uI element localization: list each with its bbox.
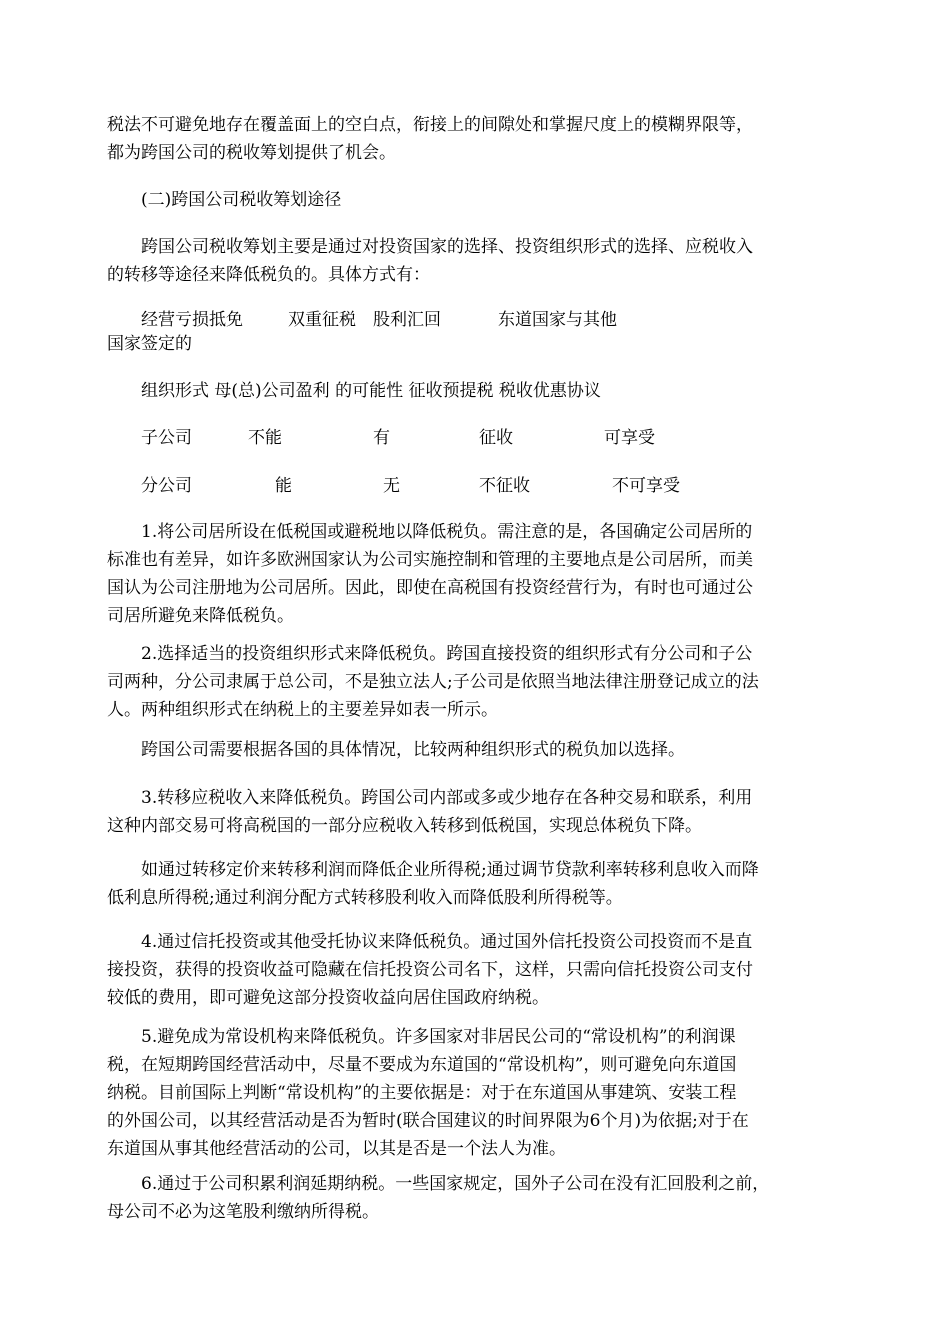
table-cell: 子公司: [141, 428, 192, 448]
text-line: 的转移等途径来降低税负的。具体方式有：: [107, 265, 430, 285]
text-line: 纳税。目前国际上判断“常设机构”的主要依据是：对于在东道国从事建筑、安装工程: [107, 1083, 737, 1103]
paragraph-item-2: [107, 640, 847, 724]
paragraph-transfer-examples: [107, 856, 847, 912]
text-line: 跨国公司税收筹划主要是通过对投资国家的选择、投资组织形式的选择、应税收入: [141, 237, 753, 257]
text-line: 这种内部交易可将高税国的一部分应税收入转移到低税国，实现总体税负下降。: [107, 816, 702, 836]
paragraph-selection: [107, 736, 847, 764]
text-line: 母公司不必为这笔股利缴纳所得税。: [107, 1202, 379, 1222]
text-line: 如通过转移定价来转移利润而降低企业所得税;通过调节贷款利率转移利息收入而降: [141, 860, 759, 880]
table-cell: 征收: [479, 428, 513, 448]
table-header-cell: 东道国家与其他: [498, 310, 617, 330]
text-line: 2.选择适当的投资组织形式来降低税负。跨国直接投资的组织形式有分公司和子公: [141, 644, 753, 664]
text-line: 税，在短期跨国经营活动中，尽量不要成为东道国的“常设机构”，则可避免向东道国: [107, 1055, 737, 1075]
text-line: 4.通过信托投资或其他受托协议来降低税负。通过国外信托投资公司投资而不是直: [141, 932, 753, 952]
text-line: 东道国从事其他经营活动的公司，以其是否是一个法人为准。: [107, 1139, 566, 1159]
table-cell: 有: [373, 428, 390, 448]
text-line: 1.将公司居所设在低税国或避税地以降低税负。需注意的是，各国确定公司居所的: [141, 522, 753, 542]
table-header-row-2: 组织形式 母(总)公司盈利 的可能性 征收预提税 税收优惠协议: [141, 381, 601, 401]
table-cell: 不征收: [479, 476, 530, 496]
text-line: 接投资，获得的投资收益可隐藏在信托投资公司名下，这样，只需向信托投资公司支付: [107, 960, 753, 980]
paragraph-item-4: [107, 928, 847, 1012]
text-line: 都为跨国公司的税收筹划提供了机会。: [107, 143, 396, 163]
text-line: 的外国公司，以其经营活动是否为暂时(联合国建议的时间界限为6个月)为依据;对于在: [107, 1111, 749, 1131]
table-cell: 不可享受: [612, 476, 680, 496]
paragraph-item-5: [107, 1023, 847, 1163]
table-cell: 分公司: [141, 476, 192, 496]
text-line: 6.通过于公司积累利润延期纳税。一些国家规定，国外子公司在没有汇回股利之前，: [141, 1174, 770, 1194]
text-line: 较低的费用，即可避免这部分投资收益向居住国政府纳税。: [107, 988, 549, 1008]
text-line: 税法不可避免地存在覆盖面上的空白点，衔接上的间隙处和掌握尺度上的模糊界限等，: [107, 115, 753, 135]
text-line: 5.避免成为常设机构来降低税负。许多国家对非居民公司的“常设机构”的利润课: [141, 1027, 736, 1047]
section-heading: (二)跨国公司税收筹划途径: [141, 190, 342, 210]
text-line: 3.转移应税收入来降低税负。跨国公司内部或多或少地存在各种交易和联系，利用: [141, 788, 753, 808]
table-header-cell: 国家签定的: [107, 334, 192, 354]
text-line: 司两种，分公司隶属于总公司，不是独立法人;子公司是依照当地法律注册登记成立的法: [107, 672, 759, 692]
paragraph-item-3: [107, 784, 847, 840]
table-header-cell: 经营亏损抵免: [141, 310, 243, 330]
text-line: 跨国公司需要根据各国的具体情况，比较两种组织形式的税负加以选择。: [141, 740, 685, 760]
text-line: 低利息所得税;通过利润分配方式转移股利收入而降低股利所得税等。: [107, 888, 623, 908]
table-header-cell: 双重征税: [288, 310, 356, 330]
text-line: 标准也有差异，如许多欧洲国家认为公司实施控制和管理的主要地点是公司居所，而美: [107, 550, 753, 570]
paragraph-item-1: [107, 518, 847, 630]
text-line: 国认为公司注册地为公司居所。因此，即使在高税国有投资经营行为，有时也可通过公: [107, 578, 753, 598]
table-header-cell: 股利汇回: [373, 310, 441, 330]
table-cell: 可享受: [604, 428, 655, 448]
text-line: 人。两种组织形式在纳税上的主要差异如表一所示。: [107, 700, 498, 720]
paragraph-overview: [107, 233, 847, 289]
paragraph-item-6: [107, 1170, 847, 1226]
paragraph-intro: [107, 111, 847, 167]
table-cell: 不能: [248, 428, 282, 448]
table-cell: 能: [275, 476, 292, 496]
table-cell: 无: [383, 476, 400, 496]
text-line: 司居所避免来降低税负。: [107, 606, 294, 626]
